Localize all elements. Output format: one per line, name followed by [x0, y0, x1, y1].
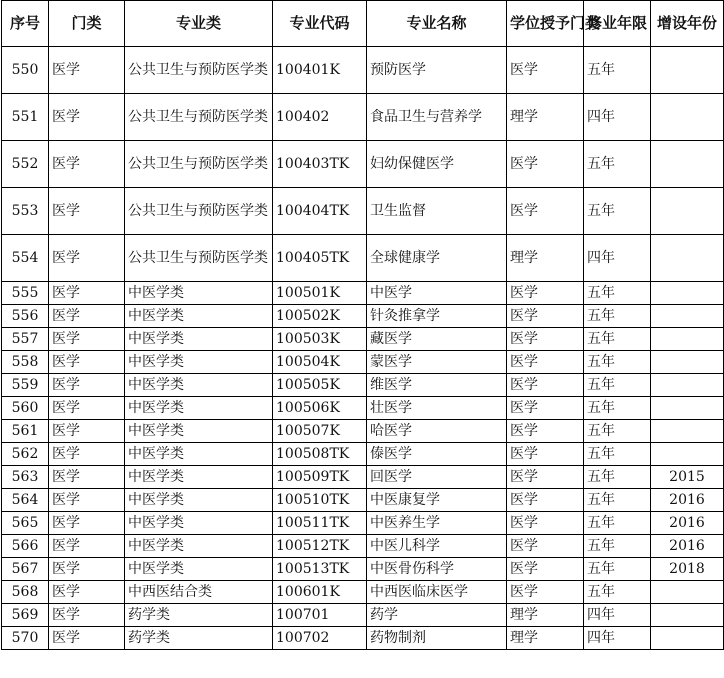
cell-name: 药学: [367, 604, 507, 627]
cell-category: 医学: [49, 420, 125, 443]
cell-seq: 560: [2, 397, 49, 420]
cell-years: 五年: [584, 466, 651, 489]
cell-added: [651, 374, 724, 397]
cell-name: 中西医临床医学: [367, 581, 507, 604]
cell-class: 药学类: [125, 604, 273, 627]
cell-seq: 553: [2, 188, 49, 235]
cell-years: 五年: [584, 512, 651, 535]
cell-added: [651, 235, 724, 282]
header-degree: 学位授予门类: [507, 1, 584, 47]
cell-category: 医学: [49, 328, 125, 351]
cell-code: 100701: [273, 604, 367, 627]
table-row: [2, 188, 724, 235]
cell-added: [651, 305, 724, 328]
cell-category: 医学: [49, 558, 125, 581]
cell-degree: 医学: [507, 489, 584, 512]
cell-seq: 562: [2, 443, 49, 466]
cell-category: 医学: [49, 535, 125, 558]
cell-class: 公共卫生与预防医学类: [125, 235, 273, 282]
table-row: [2, 351, 724, 374]
cell-name: 壮医学: [367, 397, 507, 420]
cell-added: [651, 47, 724, 94]
cell-class: 中医学类: [125, 305, 273, 328]
cell-code: 100513TK: [273, 558, 367, 581]
cell-class: 中医学类: [125, 489, 273, 512]
cell-category: 医学: [49, 141, 125, 188]
cell-degree: 医学: [507, 466, 584, 489]
table-row: [2, 47, 724, 94]
cell-degree: 医学: [507, 141, 584, 188]
cell-name: 中医养生学: [367, 512, 507, 535]
cell-name: 中医康复学: [367, 489, 507, 512]
header-class: 专业类: [125, 1, 273, 47]
table-row: [2, 581, 724, 604]
table-row: [2, 535, 724, 558]
cell-code: 100507K: [273, 420, 367, 443]
cell-name: 维医学: [367, 374, 507, 397]
cell-class: 中医学类: [125, 397, 273, 420]
cell-seq: 551: [2, 94, 49, 141]
table-row: [2, 443, 724, 466]
cell-name: 妇幼保健医学: [367, 141, 507, 188]
cell-code: 100504K: [273, 351, 367, 374]
header-years: 修业年限: [584, 1, 651, 47]
cell-category: 医学: [49, 94, 125, 141]
cell-years: 五年: [584, 141, 651, 188]
cell-degree: 医学: [507, 397, 584, 420]
cell-category: 医学: [49, 374, 125, 397]
cell-class: 中医学类: [125, 374, 273, 397]
cell-code: 100702: [273, 627, 367, 650]
cell-years: 五年: [584, 47, 651, 94]
cell-class: 中医学类: [125, 535, 273, 558]
cell-seq: 558: [2, 351, 49, 374]
cell-seq: 555: [2, 282, 49, 305]
cell-class: 中医学类: [125, 351, 273, 374]
cell-category: 医学: [49, 604, 125, 627]
cell-added: [651, 94, 724, 141]
cell-category: 医学: [49, 512, 125, 535]
table-row: [2, 141, 724, 188]
cell-name: 蒙医学: [367, 351, 507, 374]
cell-name: 针灸推拿学: [367, 305, 507, 328]
cell-degree: 医学: [507, 558, 584, 581]
cell-code: 100401K: [273, 47, 367, 94]
cell-years: 五年: [584, 397, 651, 420]
cell-years: 五年: [584, 188, 651, 235]
cell-added: 2016: [651, 535, 724, 558]
table-row: [2, 235, 724, 282]
cell-added: 2015: [651, 466, 724, 489]
cell-added: 2016: [651, 489, 724, 512]
cell-class: 中医学类: [125, 420, 273, 443]
cell-years: 五年: [584, 282, 651, 305]
table-row: [2, 94, 724, 141]
table-row: [2, 512, 724, 535]
cell-years: 五年: [584, 374, 651, 397]
cell-years: 五年: [584, 443, 651, 466]
cell-added: [651, 188, 724, 235]
cell-name: 预防医学: [367, 47, 507, 94]
cell-added: [651, 351, 724, 374]
table-row: [2, 420, 724, 443]
cell-category: 医学: [49, 351, 125, 374]
cell-added: [651, 604, 724, 627]
cell-seq: 568: [2, 581, 49, 604]
cell-code: 100502K: [273, 305, 367, 328]
cell-degree: 医学: [507, 535, 584, 558]
cell-category: 医学: [49, 305, 125, 328]
header-seq: 序号: [2, 1, 49, 47]
cell-code: 100405TK: [273, 235, 367, 282]
cell-seq: 554: [2, 235, 49, 282]
cell-added: [651, 420, 724, 443]
cell-seq: 563: [2, 466, 49, 489]
cell-name: 食品卫生与营养学: [367, 94, 507, 141]
cell-code: 100501K: [273, 282, 367, 305]
cell-degree: 医学: [507, 282, 584, 305]
cell-code: 100404TK: [273, 188, 367, 235]
cell-category: 医学: [49, 397, 125, 420]
cell-name: 中医儿科学: [367, 535, 507, 558]
cell-seq: 565: [2, 512, 49, 535]
cell-class: 公共卫生与预防医学类: [125, 47, 273, 94]
cell-degree: 医学: [507, 420, 584, 443]
cell-code: 100601K: [273, 581, 367, 604]
cell-class: 中医学类: [125, 443, 273, 466]
cell-degree: 医学: [507, 512, 584, 535]
cell-seq: 556: [2, 305, 49, 328]
table-row: [2, 604, 724, 627]
cell-code: 100512TK: [273, 535, 367, 558]
cell-years: 五年: [584, 420, 651, 443]
table-row: [2, 489, 724, 512]
cell-degree: 医学: [507, 374, 584, 397]
table-row: [2, 558, 724, 581]
cell-seq: 557: [2, 328, 49, 351]
table-row: [2, 466, 724, 489]
cell-degree: 医学: [507, 328, 584, 351]
cell-name: 中医学: [367, 282, 507, 305]
cell-seq: 561: [2, 420, 49, 443]
cell-name: 卫生监督: [367, 188, 507, 235]
header-name: 专业名称: [367, 1, 507, 47]
cell-added: 2016: [651, 512, 724, 535]
cell-class: 公共卫生与预防医学类: [125, 188, 273, 235]
cell-degree: 理学: [507, 235, 584, 282]
cell-code: 100509TK: [273, 466, 367, 489]
major-catalog-table: [1, 0, 724, 650]
cell-class: 公共卫生与预防医学类: [125, 141, 273, 188]
cell-added: [651, 282, 724, 305]
cell-code: 100505K: [273, 374, 367, 397]
cell-class: 中西医结合类: [125, 581, 273, 604]
cell-class: 中医学类: [125, 328, 273, 351]
cell-name: 傣医学: [367, 443, 507, 466]
cell-category: 医学: [49, 581, 125, 604]
cell-name: 药物制剂: [367, 627, 507, 650]
cell-seq: 552: [2, 141, 49, 188]
cell-code: 100510TK: [273, 489, 367, 512]
cell-code: 100508TK: [273, 443, 367, 466]
cell-years: 四年: [584, 235, 651, 282]
cell-class: 中医学类: [125, 282, 273, 305]
cell-years: 五年: [584, 328, 651, 351]
cell-degree: 理学: [507, 94, 584, 141]
cell-seq: 559: [2, 374, 49, 397]
cell-years: 四年: [584, 604, 651, 627]
cell-added: [651, 581, 724, 604]
cell-years: 五年: [584, 581, 651, 604]
cell-code: 100403TK: [273, 141, 367, 188]
cell-class: 公共卫生与预防医学类: [125, 94, 273, 141]
cell-category: 医学: [49, 443, 125, 466]
cell-class: 中医学类: [125, 466, 273, 489]
cell-seq: 567: [2, 558, 49, 581]
header-category: 门类: [49, 1, 125, 47]
cell-degree: 医学: [507, 305, 584, 328]
cell-category: 医学: [49, 235, 125, 282]
cell-code: 100506K: [273, 397, 367, 420]
cell-name: 回医学: [367, 466, 507, 489]
cell-years: 五年: [584, 305, 651, 328]
cell-added: [651, 141, 724, 188]
cell-added: [651, 443, 724, 466]
cell-class: 中医学类: [125, 512, 273, 535]
cell-code: 100402: [273, 94, 367, 141]
cell-class: 药学类: [125, 627, 273, 650]
table-row: [2, 282, 724, 305]
header-code: 专业代码: [273, 1, 367, 47]
cell-category: 医学: [49, 47, 125, 94]
cell-years: 五年: [584, 558, 651, 581]
cell-degree: 理学: [507, 604, 584, 627]
cell-years: 五年: [584, 535, 651, 558]
table-row: [2, 374, 724, 397]
cell-seq: 566: [2, 535, 49, 558]
cell-name: 全球健康学: [367, 235, 507, 282]
table-row: [2, 397, 724, 420]
cell-degree: 医学: [507, 581, 584, 604]
cell-years: 四年: [584, 94, 651, 141]
cell-category: 医学: [49, 466, 125, 489]
cell-degree: 医学: [507, 47, 584, 94]
cell-category: 医学: [49, 188, 125, 235]
cell-name: 藏医学: [367, 328, 507, 351]
cell-seq: 550: [2, 47, 49, 94]
cell-seq: 564: [2, 489, 49, 512]
cell-degree: 医学: [507, 188, 584, 235]
cell-seq: 569: [2, 604, 49, 627]
table-row: [2, 328, 724, 351]
header-added: 增设年份: [651, 1, 724, 47]
cell-years: 五年: [584, 351, 651, 374]
cell-code: 100511TK: [273, 512, 367, 535]
table-row: [2, 627, 724, 650]
cell-added: [651, 397, 724, 420]
cell-code: 100503K: [273, 328, 367, 351]
cell-years: 四年: [584, 627, 651, 650]
cell-added: [651, 627, 724, 650]
cell-category: 医学: [49, 282, 125, 305]
cell-added: 2018: [651, 558, 724, 581]
cell-degree: 理学: [507, 627, 584, 650]
cell-degree: 医学: [507, 351, 584, 374]
cell-name: 中医骨伤科学: [367, 558, 507, 581]
cell-category: 医学: [49, 489, 125, 512]
cell-degree: 医学: [507, 443, 584, 466]
cell-class: 中医学类: [125, 558, 273, 581]
cell-name: 哈医学: [367, 420, 507, 443]
cell-category: 医学: [49, 627, 125, 650]
table-row: [2, 305, 724, 328]
cell-added: [651, 328, 724, 351]
table-body: [2, 47, 724, 650]
cell-years: 五年: [584, 489, 651, 512]
cell-seq: 570: [2, 627, 49, 650]
header-row: [2, 1, 724, 47]
